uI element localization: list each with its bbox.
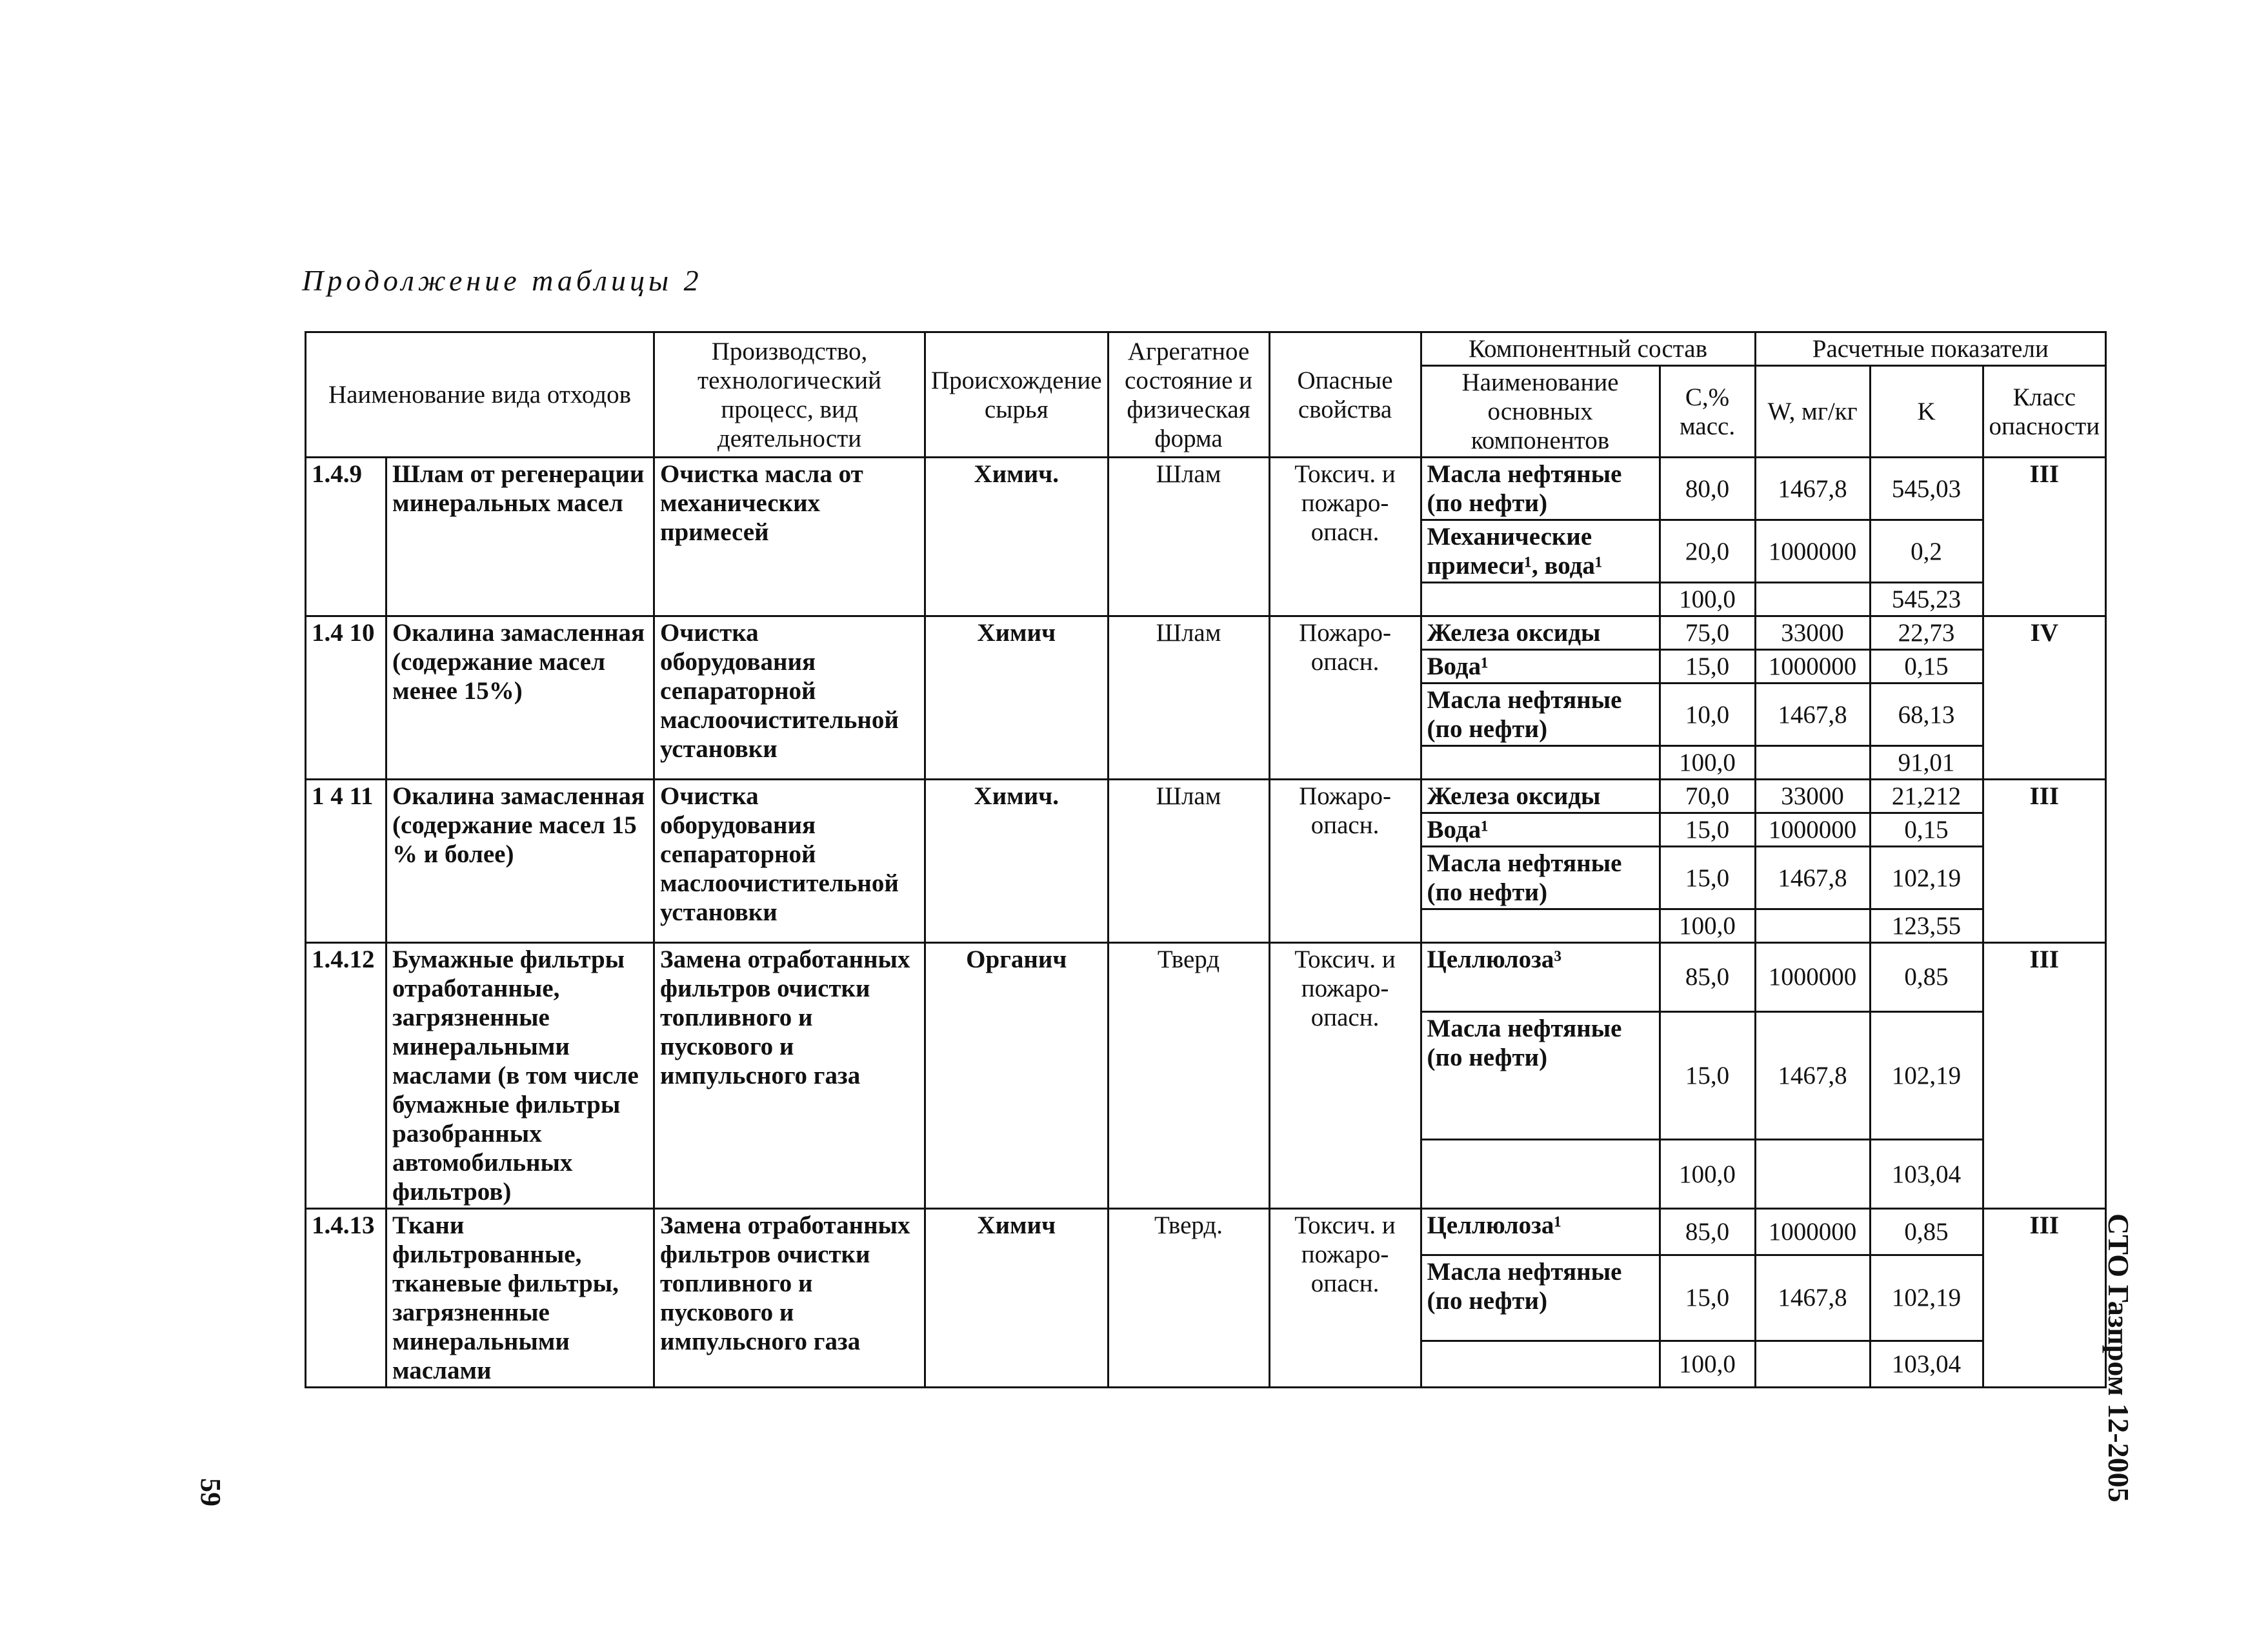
table-row	[306, 616, 2106, 650]
waste-name: Шлам от регенерации минеральных масел	[386, 458, 654, 616]
waste-table	[305, 331, 2107, 1388]
component-w	[1755, 583, 1870, 616]
origin: Органич	[925, 943, 1109, 1209]
component-k: 123,55	[1870, 909, 1983, 943]
component-c: 100,0	[1660, 583, 1755, 616]
component-k: 0,85	[1870, 943, 1983, 1012]
page-number: 59	[195, 1478, 226, 1506]
component-k: 0,85	[1870, 1209, 1983, 1255]
production-process: Очистка оборудования сепараторной маслоочистительной установки	[654, 616, 925, 780]
component-c: 15,0	[1660, 813, 1755, 847]
hazard-class: III	[1983, 1209, 2106, 1388]
component-w: 1467,8	[1755, 847, 1870, 909]
aggregate-state: Шлам	[1108, 458, 1269, 616]
component-k: 0,15	[1870, 650, 1983, 684]
component-c: 15,0	[1660, 847, 1755, 909]
component-w: 1000000	[1755, 520, 1870, 583]
component-c: 20,0	[1660, 520, 1755, 583]
component-c: 100,0	[1660, 1341, 1755, 1388]
hazard-properties: Токсич. и пожаро-опасн.	[1269, 1209, 1421, 1388]
component-c: 70,0	[1660, 780, 1755, 813]
component-c: 15,0	[1660, 650, 1755, 684]
component-name	[1421, 909, 1660, 943]
production-process: Очистка масла от механических примесей	[654, 458, 925, 616]
component-name: Масла нефтяные (по нефти)	[1421, 458, 1660, 520]
component-name	[1421, 583, 1660, 616]
component-c: 75,0	[1660, 616, 1755, 650]
hazard-class: IV	[1983, 616, 2106, 780]
component-name: Масла нефтяные (по нефти)	[1421, 1011, 1660, 1140]
row-code: 1 4 11	[306, 780, 386, 943]
component-c: 100,0	[1660, 909, 1755, 943]
component-w: 1000000	[1755, 650, 1870, 684]
row-code: 1.4.13	[306, 1209, 386, 1388]
table-caption: Продолжение таблицы 2	[302, 264, 703, 297]
row-code: 1.4.9	[306, 458, 386, 616]
production-process: Замена отработанных фильтров очистки топливного и пускового и импульсного газа	[654, 1209, 925, 1388]
aggregate-state: Шлам	[1108, 616, 1269, 780]
production-process: Замена отработанных фильтров очистки топливного и пускового и импульсного газа	[654, 943, 925, 1209]
header-components: Компонентный состав	[1421, 332, 1755, 366]
component-w: 33000	[1755, 780, 1870, 813]
waste-name: Окалина замасленная (содержание масел менее 15%)	[386, 616, 654, 780]
component-name	[1421, 1140, 1660, 1209]
component-k: 102,19	[1870, 1255, 1983, 1341]
document-code: СТО Газпром 12-2005	[2102, 1213, 2135, 1503]
component-k: 0,15	[1870, 813, 1983, 847]
component-name	[1421, 746, 1660, 780]
header-w: W, мг/кг	[1755, 366, 1870, 458]
component-name: Масла нефтяные (по нефти)	[1421, 847, 1660, 909]
component-name: Вода¹	[1421, 813, 1660, 847]
component-c: 80,0	[1660, 458, 1755, 520]
component-k: 21,212	[1870, 780, 1983, 813]
production-process: Очистка оборудования сепараторной маслоочистительной установки	[654, 780, 925, 943]
component-k: 91,01	[1870, 746, 1983, 780]
component-name: Масла нефтяные (по нефти)	[1421, 1255, 1660, 1341]
header-origin: Происхождение сырья	[925, 332, 1109, 458]
hazard-class: III	[1983, 780, 2106, 943]
component-c: 15,0	[1660, 1255, 1755, 1341]
waste-name: Бумажные фильтры отработанные, загрязненные минеральными маслами (в том числе бумажные фильтры разобранных автомобильных фильтров)	[386, 943, 654, 1209]
component-c: 10,0	[1660, 684, 1755, 746]
table-body	[306, 458, 2106, 1388]
table-row	[306, 943, 2106, 1012]
component-name: Целлюлоза³	[1421, 943, 1660, 1012]
origin: Химич.	[925, 780, 1109, 943]
component-k: 68,13	[1870, 684, 1983, 746]
header-hazard: Опасные свойства	[1269, 332, 1421, 458]
aggregate-state: Тверд	[1108, 943, 1269, 1209]
header-comp-name: Наименование основных компонентов	[1421, 366, 1660, 458]
header-c: C,% масс.	[1660, 366, 1755, 458]
hazard-properties: Токсич. и пожаро-опасн.	[1269, 943, 1421, 1209]
component-name	[1421, 1341, 1660, 1388]
component-w	[1755, 1341, 1870, 1388]
waste-name: Ткани фильтрованные, тканевые фильтры, загрязненные минеральными маслами	[386, 1209, 654, 1388]
component-c: 100,0	[1660, 1140, 1755, 1209]
hazard-properties: Пожаро-опасн.	[1269, 780, 1421, 943]
component-w: 1467,8	[1755, 684, 1870, 746]
waste-name: Окалина замасленная (содержание масел 15 % и более)	[386, 780, 654, 943]
component-name: Железа оксиды	[1421, 780, 1660, 813]
component-name: Вода¹	[1421, 650, 1660, 684]
component-name: Целлюлоза¹	[1421, 1209, 1660, 1255]
component-w	[1755, 1140, 1870, 1209]
hazard-class: III	[1983, 458, 2106, 616]
origin: Химич.	[925, 458, 1109, 616]
component-w: 1467,8	[1755, 1011, 1870, 1140]
component-k: 545,03	[1870, 458, 1983, 520]
component-w	[1755, 746, 1870, 780]
component-name: Железа оксиды	[1421, 616, 1660, 650]
aggregate-state: Тверд.	[1108, 1209, 1269, 1388]
table-row	[306, 780, 2106, 813]
component-w: 33000	[1755, 616, 1870, 650]
hazard-properties: Токсич. и пожаро-опасн.	[1269, 458, 1421, 616]
row-code: 1.4 10	[306, 616, 386, 780]
component-c: 15,0	[1660, 1011, 1755, 1140]
component-w: 1467,8	[1755, 458, 1870, 520]
component-k: 102,19	[1870, 1011, 1983, 1140]
header-class: Класс опасности	[1983, 366, 2106, 458]
component-w: 1467,8	[1755, 1255, 1870, 1341]
hazard-class: III	[1983, 943, 2106, 1209]
component-c: 85,0	[1660, 943, 1755, 1012]
origin: Химич	[925, 616, 1109, 780]
origin: Химич	[925, 1209, 1109, 1388]
component-c: 85,0	[1660, 1209, 1755, 1255]
component-k: 22,73	[1870, 616, 1983, 650]
component-k: 103,04	[1870, 1140, 1983, 1209]
component-k: 103,04	[1870, 1341, 1983, 1388]
table-row	[306, 458, 2106, 520]
component-w: 1000000	[1755, 813, 1870, 847]
aggregate-state: Шлам	[1108, 780, 1269, 943]
table-row	[306, 1209, 2106, 1255]
header-name: Наименование вида отходов	[306, 332, 654, 458]
header-k: K	[1870, 366, 1983, 458]
component-k: 102,19	[1870, 847, 1983, 909]
hazard-properties: Пожаро-опасн.	[1269, 616, 1421, 780]
component-name: Масла нефтяные (по нефти)	[1421, 684, 1660, 746]
component-c: 100,0	[1660, 746, 1755, 780]
header-state: Агрегатное состояние и физическая форма	[1108, 332, 1269, 458]
component-w: 1000000	[1755, 1209, 1870, 1255]
component-w	[1755, 909, 1870, 943]
header-production: Производство, технологический процесс, вид деятельности	[654, 332, 925, 458]
component-name: Механические примеси¹, вода¹	[1421, 520, 1660, 583]
row-code: 1.4.12	[306, 943, 386, 1209]
component-w: 1000000	[1755, 943, 1870, 1012]
component-k: 545,23	[1870, 583, 1983, 616]
header-calc: Расчетные показатели	[1755, 332, 2106, 366]
component-k: 0,2	[1870, 520, 1983, 583]
